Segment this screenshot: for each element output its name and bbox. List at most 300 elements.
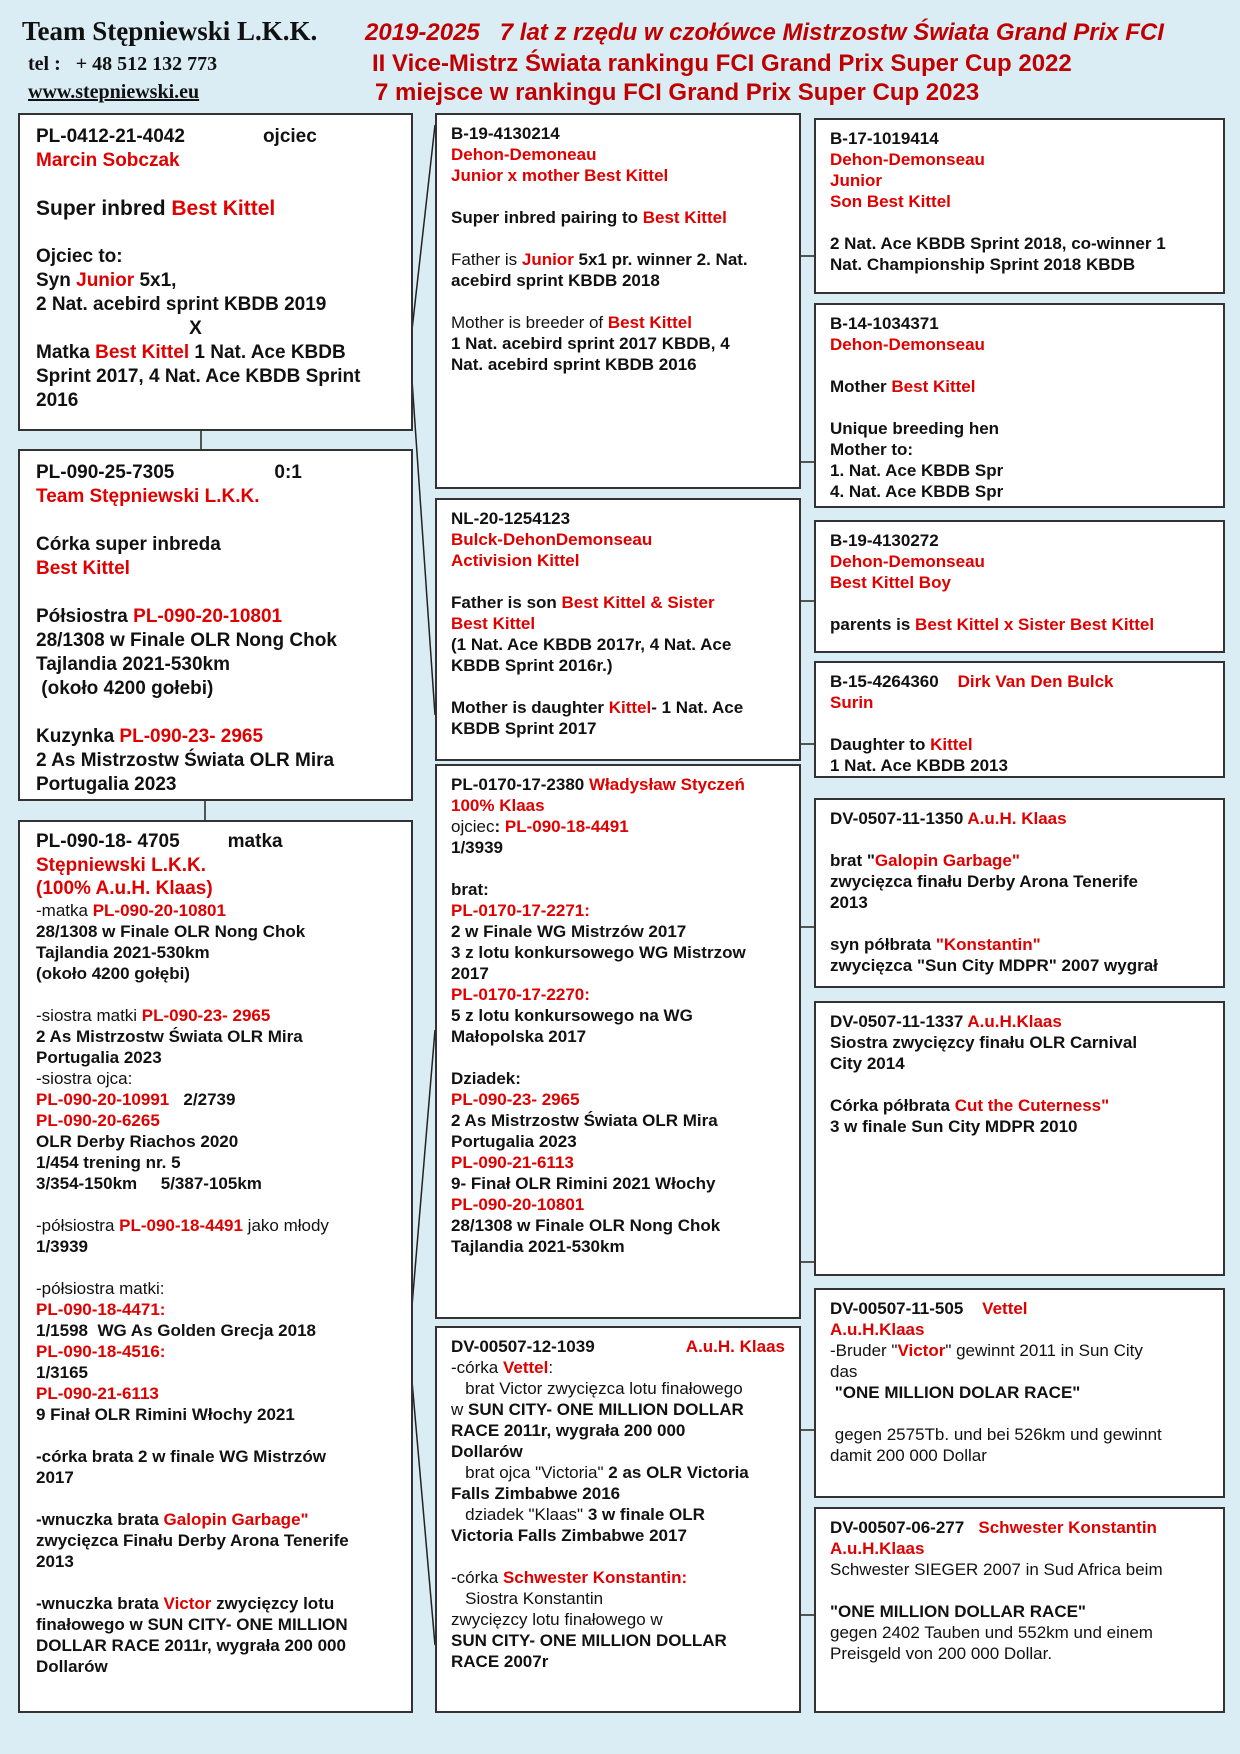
highlight-text: PL-090-20-10801 — [451, 1195, 585, 1214]
maternal-granddam-details — [451, 1357, 785, 1672]
detail-line — [451, 1110, 785, 1131]
detail-line — [451, 1504, 785, 1525]
detail-line — [830, 334, 1209, 355]
detail-text: 9 Finał OLR Rimini Włochy 2021 — [36, 1405, 295, 1424]
detail-line — [830, 1424, 1209, 1445]
highlight-text: PL-090-20-10801 — [92, 901, 226, 920]
blank-line — [451, 1546, 785, 1567]
highlight-text: A.u.H.Klaas — [830, 1320, 925, 1339]
detail-line — [36, 1341, 395, 1362]
highlight-text: Victor — [163, 1594, 212, 1613]
maternal-grandsire-ring: PL-0170-17-2380 — [451, 775, 589, 794]
father-role: ojciec — [262, 126, 317, 147]
detail-text: Mother is breeder of — [451, 313, 608, 332]
blank-line — [36, 1194, 395, 1215]
subject-line: Portugalia 2023 — [36, 774, 177, 795]
highlight-text: Best Kittel Boy — [830, 573, 951, 592]
ggp-details — [830, 1538, 1209, 1664]
detail-line — [451, 333, 785, 354]
detail-line — [451, 1525, 785, 1546]
detail-text: Mother is daughter — [451, 698, 609, 717]
detail-line — [451, 1483, 785, 1504]
detail-line — [36, 1614, 395, 1635]
detail-line — [451, 1236, 785, 1257]
detail-line — [36, 1530, 395, 1551]
detail-text: -wnuczka brata — [36, 1594, 164, 1613]
paternal-granddam-card — [435, 498, 801, 761]
detail-text: (1 Nat. Ace KBDB 2017r, 4 Nat. Ace — [451, 635, 732, 654]
detail-line — [451, 1152, 785, 1173]
detail-line — [451, 354, 785, 375]
detail-line — [830, 1340, 1209, 1361]
detail-text: 2017 — [36, 1468, 74, 1487]
detail-text: 1 Nat. Ace KBDB 2013 — [830, 756, 1008, 775]
ggp-details — [830, 829, 1209, 976]
detail-line — [36, 1299, 395, 1320]
subject-line: (około 4200 gołebi) — [36, 678, 214, 699]
detail-line — [830, 1053, 1209, 1074]
detail-text: -Bruder " — [830, 1341, 898, 1360]
detail-text: Dziadek: — [451, 1069, 521, 1088]
highlight-text: PL-090-18-4471: — [36, 1300, 166, 1319]
ggp-card-3 — [814, 520, 1225, 653]
ggp-details — [830, 1319, 1209, 1466]
highlight-text: Best Kittel — [891, 377, 976, 396]
detail-line — [36, 1383, 395, 1404]
detail-line — [36, 1152, 395, 1173]
highlight-text: Best Kittel — [451, 614, 536, 633]
detail-line — [36, 1320, 395, 1341]
detail-line — [451, 312, 785, 333]
detail-text: "ONE MILLION DOLLAR RACE" — [830, 1602, 1086, 1621]
detail-line — [36, 1362, 395, 1383]
ggp-ring: DV-0507-11-1337 — [830, 1012, 968, 1031]
highlight-text: Victor — [897, 1341, 946, 1360]
detail-text: gegen 2575Tb. und bei 526km und gewinnt — [830, 1425, 1162, 1444]
detail-line — [451, 1068, 785, 1089]
detail-text: brat " — [830, 851, 875, 870]
detail-line — [451, 1609, 785, 1630]
detail-line — [830, 850, 1209, 871]
detail-text: Super inbred pairing to — [451, 208, 643, 227]
detail-line — [451, 1567, 785, 1588]
detail-text: gegen 2402 Tauben und 552km und einem — [830, 1623, 1153, 1642]
kennel-title: Team Stępniewski L.K.K. — [22, 16, 318, 46]
highlight-text: Dehon-Demonseau — [830, 150, 985, 169]
ggp-ring: DV-0507-11-1350 — [830, 809, 968, 828]
detail-line — [830, 191, 1209, 212]
father-line: 5x1, — [134, 270, 177, 291]
detail-text: Portugalia 2023 — [451, 1132, 577, 1151]
subject-sex: 0:1 — [274, 462, 302, 483]
father-line: Matka — [36, 342, 96, 363]
detail-text: : — [548, 1358, 554, 1377]
detail-line — [451, 1630, 785, 1651]
detail-text: Nat. acebird sprint KBDB 2016 — [451, 355, 697, 374]
highlight-text: Surin — [830, 693, 874, 712]
blank-line — [36, 984, 395, 1005]
detail-line — [830, 170, 1209, 191]
detail-line — [451, 1131, 785, 1152]
detail-text: Siostra zwycięzcy finału OLR Carnival — [830, 1033, 1138, 1052]
detail-text: Mother to: — [830, 440, 914, 459]
detail-line — [451, 144, 785, 165]
detail-text: 2 As Mistrzostw Świata OLR Mira — [451, 1111, 718, 1130]
detail-line — [451, 270, 785, 291]
detail-line — [451, 942, 785, 963]
highlight-text: Junior x mother Best Kittel — [451, 166, 669, 185]
detail-line — [36, 1173, 395, 1194]
blank-line — [451, 676, 785, 697]
detail-text: brat ojca "Victoria" — [451, 1463, 609, 1482]
maternal-grandsire-breeder: Władysław Styczeń — [588, 775, 745, 794]
detail-line — [451, 697, 785, 718]
highlight-text: Dehon-Demonseau — [830, 335, 985, 354]
ggp-details — [830, 149, 1209, 275]
detail-line — [451, 718, 785, 739]
detail-text: Małopolska 2017 — [451, 1027, 587, 1046]
detail-line — [830, 551, 1209, 572]
detail-line — [830, 1622, 1209, 1643]
detail-text: 1/3165 — [36, 1363, 88, 1382]
detail-text: dziadek "Klaas" — [451, 1505, 588, 1524]
detail-line — [451, 1089, 785, 1110]
highlight-text: Dehon-Demonseau — [830, 552, 985, 571]
detail-text: 1/454 trening nr. 5 — [36, 1153, 181, 1172]
highlight-text: PL-090-20-10991 — [36, 1090, 170, 1109]
detail-text: Schwester SIEGER 2007 in Sud Africa beim — [830, 1560, 1163, 1579]
ggp-details — [830, 692, 1209, 776]
blank-line — [830, 713, 1209, 734]
highlight-text: Best Kittel x Sister Best Kittel — [915, 615, 1155, 634]
website-link[interactable]: www.stepniewski.eu — [28, 81, 200, 103]
highlight-text: PL-090-21-6113 — [36, 1384, 159, 1403]
detail-line — [451, 1357, 785, 1378]
detail-text: Tajlandia 2021-530km — [451, 1237, 625, 1256]
ggp-card-2 — [814, 303, 1225, 508]
detail-line — [451, 550, 785, 571]
detail-line — [451, 1588, 785, 1609]
father-line: 2 Nat. acebird sprint KBDB 2019 — [36, 294, 327, 315]
highlight-text: Best Kittel — [642, 208, 727, 227]
detail-line — [830, 1538, 1209, 1559]
detail-line — [451, 963, 785, 984]
detail-text: 4. Nat. Ace KBDB Spr — [830, 482, 1004, 501]
detail-line — [830, 418, 1209, 439]
detail-line — [451, 837, 785, 858]
detail-line — [451, 1173, 785, 1194]
highlight-text: Junior — [830, 171, 882, 190]
highlight-text: Galopin Garbage" — [874, 851, 1020, 870]
detail-text: 2/2739 — [169, 1090, 236, 1109]
ggp-ring: B-14-1034371 — [830, 314, 939, 333]
achievement-line-2: II Vice-Mistrz Świata rankingu FCI Grand Prix Super Cup 2022 — [372, 50, 1072, 77]
detail-text: RACE 2011r, wygrała 200 000 — [451, 1421, 686, 1440]
highlight-text: 100% Klaas — [451, 796, 545, 815]
detail-text: Mother — [830, 377, 892, 396]
mother-role: matka — [227, 831, 283, 852]
detail-text: -córka brata 2 w finale WG Mistrzów — [36, 1447, 327, 1466]
detail-text: 2 w Finale WG Mistrzów 2017 — [451, 922, 687, 941]
highlight-text: PL-090-20-6265 — [36, 1111, 160, 1130]
subject-ring: PL-090-25-7305 — [36, 462, 175, 483]
blank-line — [36, 1488, 395, 1509]
detail-line — [36, 1278, 395, 1299]
subject-card — [18, 449, 413, 801]
detail-line — [451, 1399, 785, 1420]
connector-mother-dam — [410, 1358, 435, 1645]
detail-line — [830, 1445, 1209, 1466]
ggp-ring: DV-00507-11-505 — [830, 1299, 983, 1318]
detail-text: City 2014 — [830, 1054, 905, 1073]
ggp-card-4 — [814, 661, 1225, 778]
detail-text: KBDB Sprint 2017 — [451, 719, 597, 738]
blank-line — [36, 1257, 395, 1278]
subject-line: Córka super inbreda — [36, 534, 221, 555]
father-line: Sprint 2017, 4 Nat. Ace KBDB Sprint — [36, 366, 361, 387]
detail-text: -siostra ojca: — [36, 1069, 133, 1088]
detail-line — [830, 1116, 1209, 1137]
detail-text: 2 As Mistrzostw Świata OLR Mira — [36, 1027, 303, 1046]
detail-line — [36, 963, 395, 984]
father-line: Ojciec to: — [36, 246, 123, 267]
ggp-details — [830, 551, 1209, 635]
detail-line — [830, 1319, 1209, 1340]
detail-line — [451, 984, 785, 1005]
detail-line — [36, 921, 395, 942]
maternal-granddam-ring: DV-00507-12-1039 — [451, 1337, 595, 1356]
detail-text: SUN CITY- ONE MILLION DOLLAR — [451, 1631, 727, 1650]
highlight-text: A.u.H.Klaas — [830, 1539, 925, 1558]
detail-text: -półsiostra matki: — [36, 1279, 165, 1298]
detail-text: 2017 — [451, 964, 489, 983]
detail-line — [36, 1467, 395, 1488]
detail-line — [36, 1446, 395, 1467]
blank-line — [451, 186, 785, 207]
detail-text: Córka półbrata — [830, 1096, 955, 1115]
connector-father-sire — [412, 125, 435, 330]
blank-line — [830, 355, 1209, 376]
detail-line — [451, 592, 785, 613]
ggp-ring: B-19-4130272 — [830, 531, 939, 550]
detail-text: 2 Nat. Ace KBDB Sprint 2018, co-winner 1 — [830, 234, 1166, 253]
father-headline-highlight: Best Kittel — [171, 197, 276, 220]
detail-line — [36, 1089, 395, 1110]
subject-breeder: Team Stępniewski L.K.K. — [36, 486, 260, 507]
detail-line — [830, 614, 1209, 635]
detail-line — [451, 1651, 785, 1672]
maternal-granddam-card — [435, 1326, 801, 1713]
detail-line — [36, 1110, 395, 1131]
detail-line — [451, 1441, 785, 1462]
ggp-ring: DV-00507-06-277 — [830, 1518, 979, 1537]
highlight-text: Son Best Kittel — [830, 192, 951, 211]
detail-line — [451, 795, 785, 816]
detail-text: 2013 — [830, 893, 868, 912]
ggp-card-8 — [814, 1507, 1225, 1713]
detail-text: w — [451, 1400, 468, 1419]
subject-line: Kuzynka — [36, 726, 120, 747]
detail-text: jako młody — [242, 1216, 329, 1235]
detail-line — [830, 692, 1209, 713]
highlight-text: PL-090-21-6113 — [451, 1153, 574, 1172]
detail-text: 1/1598 WG As Golden Grecja 2018 — [36, 1321, 317, 1340]
subject-line: Półsiostra — [36, 606, 134, 627]
detail-text: 1/3939 — [36, 1237, 88, 1256]
mother-ring: PL-090-18- 4705 — [36, 831, 180, 852]
ggp-details — [830, 334, 1209, 502]
detail-line — [36, 1131, 395, 1152]
highlight-text: Dehon-Demoneau — [451, 145, 597, 164]
detail-text: Nat. Championship Sprint 2018 KBDB — [830, 255, 1136, 274]
detail-line — [451, 816, 785, 837]
maternal-grandsire-details — [451, 795, 785, 1257]
detail-text: Siostra Konstantin — [451, 1589, 604, 1608]
detail-text: Falls Zimbabwe 2016 — [451, 1484, 621, 1503]
detail-line — [830, 149, 1209, 170]
detail-text: 9- Finał OLR Rimini 2021 Włochy — [451, 1174, 716, 1193]
detail-line — [36, 1236, 395, 1257]
father-line: 2016 — [36, 390, 79, 411]
ggp-ring: B-15-4264360 — [830, 672, 958, 691]
detail-line — [830, 460, 1209, 481]
detail-line — [830, 871, 1209, 892]
detail-text: "ONE MILLION DOLAR RACE" — [830, 1383, 1081, 1402]
detail-line — [830, 1643, 1209, 1664]
ggp-card-1 — [814, 118, 1225, 294]
detail-text: zwycięzca Finału Derby Arona Tenerife — [36, 1531, 349, 1550]
detail-text: 1/3939 — [451, 838, 503, 857]
detail-text: 2013 — [36, 1552, 74, 1571]
father-line: 1 Nat. Ace KBDB — [189, 342, 346, 363]
detail-text: syn półbrata — [830, 935, 936, 954]
highlight-text: Kittel — [608, 698, 652, 717]
detail-line — [36, 1404, 395, 1425]
highlight-text: PL-090-23- 2965 — [451, 1090, 580, 1109]
detail-text: zwycięzca "Sun City MDPR" 2007 wygrał — [830, 956, 1158, 975]
highlight-text: Junior — [521, 250, 574, 269]
detail-line — [36, 1551, 395, 1572]
blank-line — [830, 1403, 1209, 1424]
detail-line — [451, 1005, 785, 1026]
detail-line — [830, 254, 1209, 275]
detail-text: Father is son — [451, 593, 562, 612]
ggp-name: Schwester Konstantin — [978, 1518, 1157, 1537]
detail-line — [451, 1378, 785, 1399]
detail-text: zwycięzcy lotu — [211, 1594, 335, 1613]
paternal-grandsire-ring: B-19-4130214 — [451, 124, 560, 143]
detail-text: 28/1308 w Finale OLR Nong Chok — [451, 1216, 721, 1235]
detail-line — [36, 1026, 395, 1047]
detail-text: Victoria Falls Zimbabwe 2017 — [451, 1526, 687, 1545]
detail-line — [451, 634, 785, 655]
detail-line — [451, 207, 785, 228]
detail-text: brat Victor zwycięzca lotu finałowego — [451, 1379, 743, 1398]
detail-text: -półsiostra — [36, 1216, 120, 1235]
detail-text: 5 z lotu konkursowego na WG — [451, 1006, 693, 1025]
detail-line — [830, 1095, 1209, 1116]
detail-line — [451, 921, 785, 942]
detail-text: (około 4200 gołębi) — [36, 964, 190, 983]
detail-line — [36, 1215, 395, 1236]
detail-line — [830, 1032, 1209, 1053]
highlight-text: Bulck-DehonDemonseau — [451, 530, 653, 549]
detail-line — [451, 529, 785, 550]
detail-line — [451, 1215, 785, 1236]
ggp-card-5 — [814, 798, 1225, 988]
highlight-text: Activision Kittel — [451, 551, 580, 570]
blank-line — [451, 571, 785, 592]
detail-line — [36, 1509, 395, 1530]
detail-text: Father is — [451, 250, 522, 269]
blank-line — [830, 1580, 1209, 1601]
detail-line — [451, 1420, 785, 1441]
subject-line-highlight: PL-090-20-10801 — [133, 606, 283, 627]
detail-text: RACE 2007r — [451, 1652, 549, 1671]
highlight-text: Cut the Cuterness" — [954, 1096, 1110, 1115]
detail-text: 3 z lotu konkursowego WG Mistrzow — [451, 943, 746, 962]
detail-line — [451, 900, 785, 921]
detail-line — [830, 481, 1209, 502]
detail-text: 3 w finale OLR — [587, 1505, 705, 1524]
highlight-text: Vettel — [502, 1358, 549, 1377]
blank-line — [830, 829, 1209, 850]
detail-text: acebird sprint KBDB 2018 — [451, 271, 660, 290]
mother-strain: (100% A.u.H. Klaas) — [36, 878, 213, 899]
detail-line — [36, 1593, 395, 1614]
detail-text: SUN CITY- ONE MILLION DOLLAR — [468, 1400, 744, 1419]
detail-text: OLR Derby Riachos 2020 — [36, 1132, 239, 1151]
highlight-text: Schwester Konstantin: — [502, 1568, 688, 1587]
detail-line — [36, 1635, 395, 1656]
detail-line — [830, 1361, 1209, 1382]
detail-text: zwycięzca finału Derby Arona Tenerife — [830, 872, 1138, 891]
highlight-text: PL-0170-17-2270: — [451, 985, 590, 1004]
highlight-text: Best Kittel — [607, 313, 692, 332]
father-breeder: Marcin Sobczak — [36, 150, 180, 171]
achievement-line-3: 7 miejsce w rankingu FCI Grand Prix Super Cup 2023 — [375, 79, 980, 106]
detail-line — [830, 572, 1209, 593]
detail-text: KBDB Sprint 2016r.) — [451, 656, 613, 675]
blank-line — [830, 212, 1209, 233]
detail-line — [451, 613, 785, 634]
detail-line — [36, 1656, 395, 1677]
detail-line — [451, 1194, 785, 1215]
detail-text: - 1 Nat. Ace — [651, 698, 744, 717]
detail-line — [451, 1026, 785, 1047]
detail-line — [36, 900, 395, 921]
connector-father-dam — [412, 380, 435, 715]
ggp-name: Vettel — [982, 1299, 1028, 1318]
paternal-grandsire-card — [435, 113, 801, 489]
subject-line-highlight: Best Kittel — [36, 558, 130, 579]
detail-text: 5x1 pr. winner 2. Nat. — [573, 250, 748, 269]
blank-line — [451, 1047, 785, 1068]
achievement-line-1: 2019-2025 7 lat z rzędu w czołówce Mistrzostw Świata Grand Prix FCI — [365, 19, 1164, 46]
detail-line — [36, 942, 395, 963]
detail-line — [830, 439, 1209, 460]
subject-line: Tajlandia 2021-530km — [36, 654, 230, 675]
detail-text: brat: — [451, 880, 489, 899]
phone-number: tel : + 48 512 132 773 — [28, 53, 218, 75]
detail-text: Dollarów — [36, 1657, 108, 1676]
blank-line — [36, 1572, 395, 1593]
detail-text: Unique breeding hen — [830, 419, 1000, 438]
subject-line: 28/1308 w Finale OLR Nong Chok — [36, 630, 337, 651]
detail-text: zwycięzcy lotu finałowego w — [451, 1610, 663, 1629]
mother-details — [36, 900, 395, 1677]
detail-text: DOLLAR RACE 2011r, wygrała 200 000 — [36, 1636, 346, 1655]
